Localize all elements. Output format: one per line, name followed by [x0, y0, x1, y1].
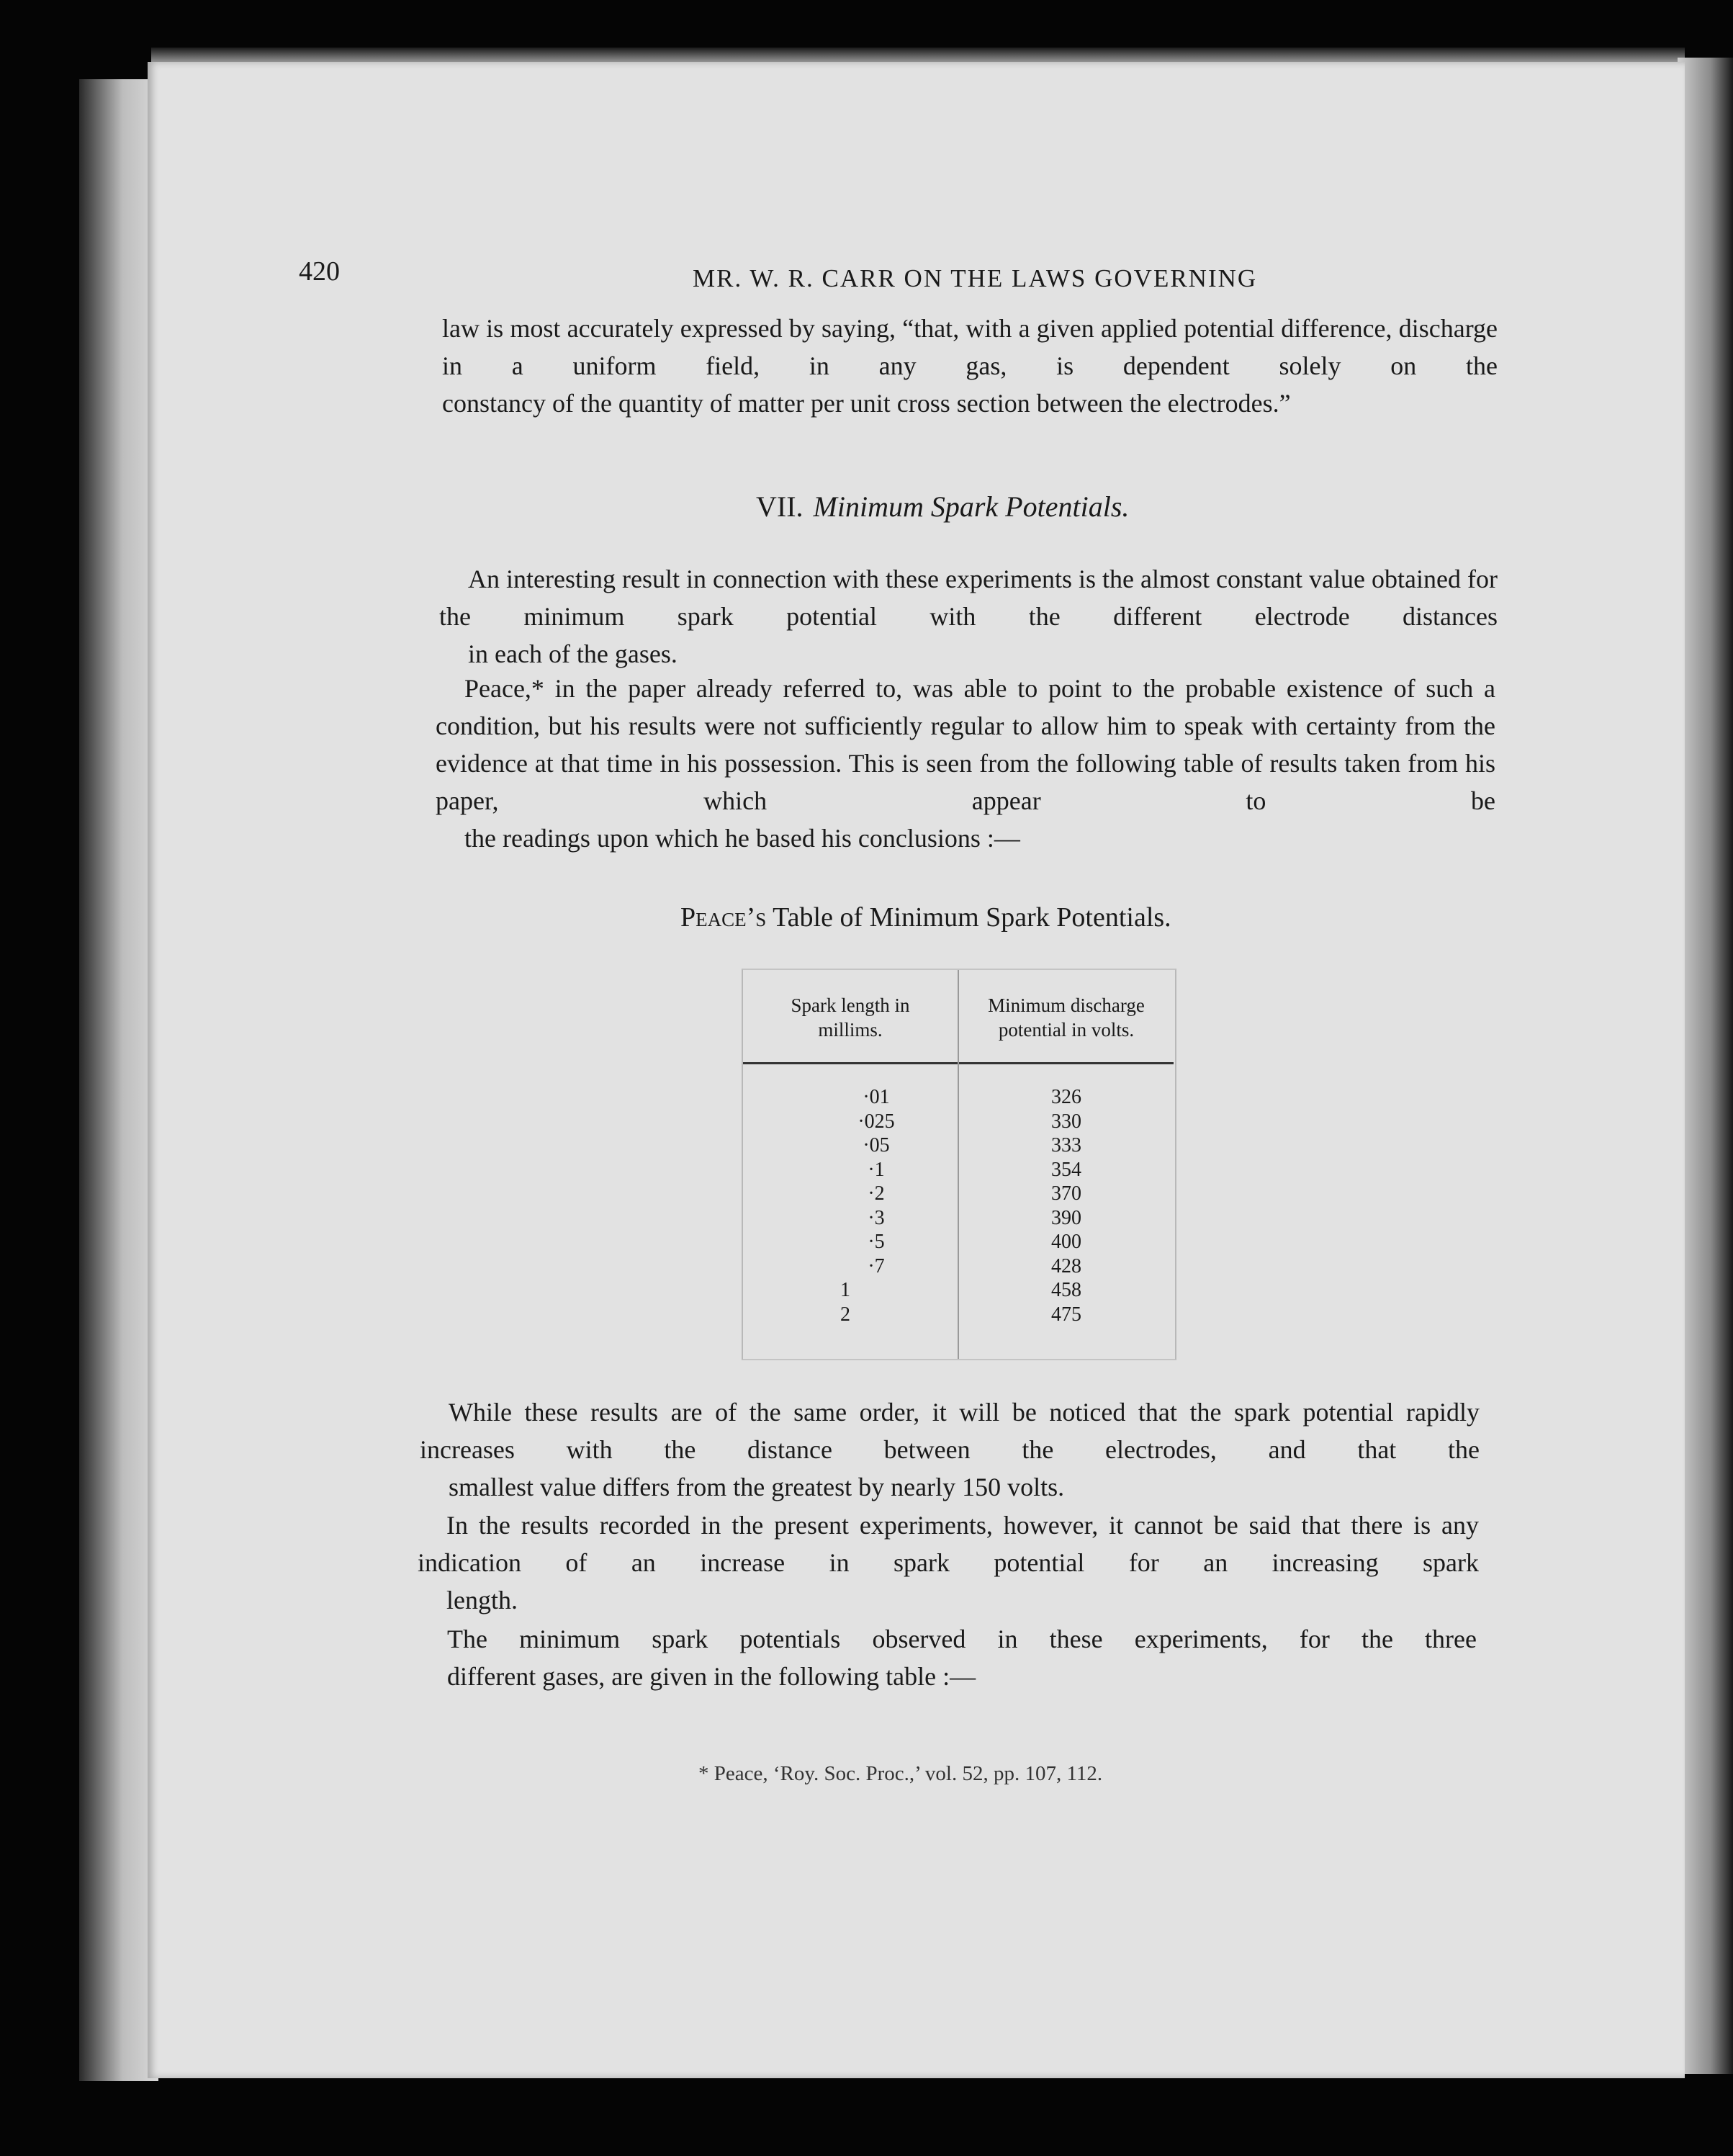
text-line: that there is any indication of an increase in spark potential for an increasing spark — [418, 1511, 1480, 1577]
text-line: Peace,* in the paper already referred to, was able to point to the probable — [464, 674, 1277, 703]
table-cell: 326 — [1051, 1086, 1081, 1108]
section-heading — [756, 490, 1129, 524]
text-line: constancy of the quantity of matter per unit cross section between the electrodes.” — [442, 389, 1291, 418]
header-rule — [959, 1062, 1174, 1064]
header-line: Minimum discharge — [988, 994, 1145, 1016]
column-header-spark-length — [746, 993, 955, 1042]
table-cell: 354 — [1051, 1158, 1081, 1181]
column-spark-length — [772, 1085, 981, 1326]
scan-edge-right — [1678, 58, 1733, 2074]
table-cell: 333 — [1051, 1134, 1081, 1156]
page-number: 420 — [299, 256, 340, 287]
table-cell: 1 — [840, 1279, 850, 1301]
page-header — [299, 256, 1256, 299]
text-line: is seen from the following table of results taken from his paper, which appear to be — [436, 749, 1496, 815]
text-line: An interesting result in connection with these experiments is the almost constant — [468, 565, 1303, 593]
table-cell: ·2 — [868, 1182, 885, 1205]
paragraph-interesting-result — [439, 560, 1498, 673]
table-cell: 458 — [1051, 1279, 1081, 1301]
table-cell: 400 — [1051, 1231, 1081, 1253]
column-header-discharge-potential — [962, 993, 1171, 1042]
text-line: smallest value differs from the greatest by nearly 150 volts. — [449, 1473, 1065, 1501]
text-line: difference, discharge in a uniform field, in any gas, is dependent solely on the — [442, 314, 1498, 380]
scan-edge-left — [79, 79, 158, 2081]
text-line: In the results recorded in the present experiments, however, it cannot be said — [446, 1511, 1291, 1540]
table-caption-title: Table of Minimum Spark Potentials. — [766, 902, 1171, 933]
table-cell: 390 — [1051, 1206, 1081, 1229]
table-caption — [680, 902, 1171, 933]
table-caption-author: Peace’s — [680, 902, 767, 933]
running-head: MR. W. R. CARR ON THE LAWS GOVERNING — [693, 264, 1258, 292]
section-title: Minimum Spark Potentials. — [813, 490, 1130, 523]
table-cell: ·7 — [868, 1254, 885, 1277]
table-cell: ·05 — [863, 1134, 890, 1156]
section-number: VII. — [756, 490, 804, 523]
text-line: existence of such a condition, but his results were not sufficiently regular to allow — [436, 674, 1496, 740]
text-line: potential rapidly increases with the distance between the electrodes, and that the — [420, 1398, 1480, 1464]
text-line: length. — [446, 1586, 518, 1614]
column-discharge-potential — [962, 1085, 1171, 1326]
paragraph-same-order — [420, 1393, 1480, 1506]
table-cell: 330 — [1051, 1110, 1081, 1133]
paragraph-law-statement — [442, 310, 1498, 422]
text-line: the readings upon which he based his conclusions :— — [464, 824, 1020, 853]
paragraph-present-experiments — [418, 1506, 1479, 1619]
table-cell: 370 — [1051, 1182, 1081, 1205]
footnote: * Peace, ‘Roy. Soc. Proc.,’ vol. 52, pp. 107, 112. — [698, 1762, 1103, 1785]
table-cell: 428 — [1051, 1254, 1081, 1277]
text-line: While these results are of the same order, it will be noticed that the spark — [449, 1398, 1290, 1427]
table-cell: 2 — [840, 1303, 850, 1326]
table-cell: 475 — [1051, 1303, 1081, 1326]
table-cell: ·01 — [863, 1086, 890, 1108]
header-line: millims. — [818, 1019, 883, 1041]
spark-potential-table — [742, 969, 1176, 1360]
header-line: potential in volts. — [998, 1019, 1135, 1041]
paragraph-peace — [436, 670, 1495, 857]
header-rule — [743, 1062, 958, 1064]
text-line: different gases, are given in the following table :— — [447, 1662, 976, 1691]
text-line: The minimum spark potentials observed in these experiments, for the three — [447, 1625, 1477, 1653]
header-line: Spark length in — [791, 994, 910, 1016]
table-cell: ·025 — [858, 1110, 895, 1133]
table-cell: ·1 — [868, 1158, 885, 1181]
text-line: him to speak with certainty from the evidence at that time in his possession. This — [436, 711, 1495, 778]
text-line: value obtained for the minimum spark potential with the different electrode distances — [439, 565, 1498, 631]
paragraph-following-table — [414, 1620, 1477, 1695]
text-line: in each of the gases. — [468, 639, 678, 668]
table-cell: ·3 — [868, 1206, 885, 1229]
table-cell: ·5 — [868, 1231, 885, 1253]
text-line: law is most accurately expressed by saying, “that, with a given applied potential — [442, 314, 1275, 343]
